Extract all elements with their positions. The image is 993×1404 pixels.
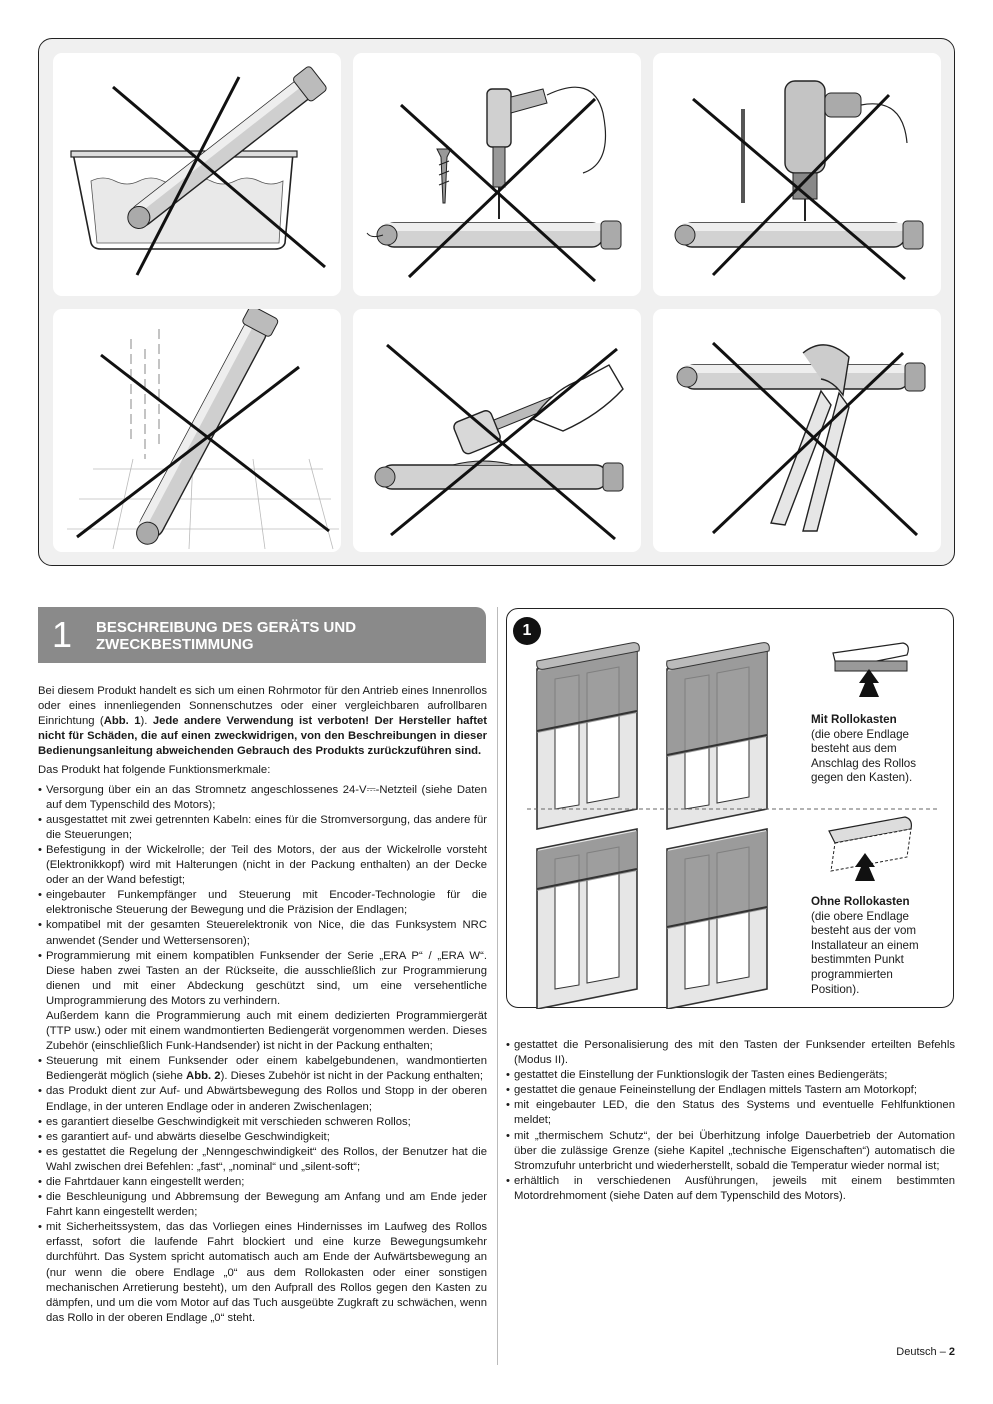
section-title: BESCHREIBUNG DES GERÄTS UND ZWECKBESTIMMUNG — [96, 619, 357, 653]
motor-in-water-illustration — [53, 53, 341, 296]
list-item: • eingebauter Funkempfänger und Steuerung mit Encoder-Technologie für die elektronische Steuerung der Bewegung und die Präzision der Endlagen; — [38, 888, 487, 918]
section-heading — [38, 607, 486, 663]
right-text-column — [506, 1038, 955, 1204]
page-number: 2 — [948, 1346, 955, 1358]
list-item — [38, 949, 487, 1055]
caption-text: (die obere Endlage besteht aus dem Anschlag des Rollos gegen den Kasten). — [811, 727, 917, 785]
intro-figure-ref: Abb. 1 — [103, 715, 141, 728]
warning-illustrations-frame — [38, 38, 955, 566]
list-item: • es garantiert dieselbe Geschwindigkeit mit verschieden schweren Rollos; — [38, 1115, 487, 1130]
list-item-text: Programmierung mit einem kompatiblen Funksender der Serie „ERA P“ / „ERA W“. Diese haben zwei Tasten an der Rückseite, die ausschließlich zur Programmierung dienen und mit einer Abdeckung geschützt sind, um eine versehentliche Umprogrammierung des Motors zu verhindern. — [46, 949, 487, 1007]
caption-title: Mit Rollokasten — [811, 713, 897, 726]
list-item-subtext: Außerdem kann die Programmierung auch mit einem dedizierten Programmiergerät (TTP usw.) oder mit einem wandmontierten Bediengerät vorgenommen werden. Dieses Zubehör (einschließlich Funk-Handsender) ist nicht in der Packung enthalten; — [46, 1009, 487, 1053]
footer-language: Deutsch – — [896, 1346, 946, 1358]
window-without-box-1 — [537, 829, 637, 1009]
list-item: • ausgestattet mit zwei getrennten Kabeln: eines für die Stromversorgung, das andere für die Steuerungen; — [38, 813, 487, 843]
page-footer — [896, 1346, 955, 1358]
feature-list-left — [38, 783, 487, 1326]
features-lead: Das Produkt hat folgende Funktionsmerkmale: — [38, 764, 271, 777]
list-item: • die Beschleunigung und Abbremsung der Bewegung am Anfang und am Ende jeder Fahrt kann eingestellt werden; — [38, 1190, 487, 1220]
list-item-text: Steuerung mit einem Funksender oder einem kabelgebundenen, wandmontierten Bediengerät möglich (siehe — [46, 1055, 487, 1083]
caption-text: (die obere Endlage besteht aus der vom Installateur an einem bestimmten Punkt programmierten Position). — [811, 909, 919, 996]
figure-number-badge: 1 — [513, 617, 541, 645]
caption-with-box — [811, 713, 935, 786]
warning-panel-no-pliers — [653, 309, 941, 552]
list-item: • Befestigung in der Wickelrolle; der Teil des Motors, der aus der Wickelrolle vorsteht (Elektronikkopf) wird mit Halterungen (nicht in der Packung enthalten) an der Decke oder an der Wand befestigt; — [38, 843, 487, 888]
screw-icon — [437, 149, 451, 203]
list-item: • Versorgung über ein an das Stromnetz angeschlossenes 24-V⎓-Netzteil (siehe Daten auf dem Typenschild des Motors); — [38, 783, 487, 813]
list-item: • die Fahrtdauer kann eingestellt werden; — [38, 1175, 487, 1190]
screw-into-motor-illustration — [353, 53, 641, 296]
list-item — [38, 1054, 487, 1084]
window-with-box-2 — [667, 643, 770, 829]
caption-title: Ohne Rollokasten — [811, 895, 910, 908]
warning-panel-no-drill — [653, 53, 941, 296]
no-box-detail-icon — [829, 817, 911, 881]
list-item-text-b: ). Dieses Zubehör ist nicht in der Packung enthalten; — [220, 1070, 484, 1083]
figure-1 — [506, 608, 954, 1008]
feature-list-right — [506, 1038, 955, 1204]
list-item: • erhältlich in verschiedenen Ausführungen, jeweils mit einem bestimmten Motordrehmoment (siehe Daten auf dem Typenschild des Motors). — [506, 1174, 955, 1204]
warning-panel-no-hammer — [353, 309, 641, 552]
list-item: • gestattet die Personalisierung des mit den Tasten der Funksender erteilten Befehls (Modus II). — [506, 1038, 955, 1068]
warning-panel-no-drop — [53, 309, 341, 552]
list-item: • das Produkt dient zur Auf- und Abwärtsbewegung des Rollos und Stopp in der oberen Endlage, in der unteren Endlage oder in anderen Zwischenlagen; — [38, 1084, 487, 1114]
warning-panel-no-screw — [353, 53, 641, 296]
list-item: • gestattet die Einstellung der Funktionslogik der Tasten eines Bediengeräts; — [506, 1068, 955, 1083]
section-number: 1 — [52, 614, 73, 655]
figure-ref: Abb. 2 — [186, 1070, 221, 1083]
list-item: • kompatibel mit der gesamten Steuerelektronik von Nice, die das Funksystem NRC anwendet (Sender und Wettersensoren); — [38, 918, 487, 948]
roller-box-detail-icon — [833, 643, 908, 697]
list-item: • mit Sicherheitssystem, das das Vorliegen eines Hindernisses im Laufweg des Rollos erfasst, sofort die laufende Fahrt blockiert und eine kurze Bewegungsumkehr durchführt. Das System spricht automatisch auch am Ende der Aufwärtsbewegung an (nur wenn die obere Endlage „0“ aus dem Rollokasten oder einer sonstigen mechanischen Arretierung besteht), um den Aufprall des Rollos gegen den Kasten zu dämpfen, und um die vom Motor auf das Tuch ausgeübte Zugkraft zu schwächen, wenn das Rollo in der oberen Endlage „0“ steht. — [38, 1220, 487, 1326]
intro-warning: Jede andere Verwendung ist verboten! Der Hersteller haftet nicht für Schäden, die auf einen zweckwidrigen, von den Beschreibungen in dieser Bedienungsanleitung abweichenden Gebrauch des Produkts zurückzuführen sind. — [38, 715, 487, 758]
column-divider — [497, 607, 498, 1365]
list-item: • gestattet die genaue Feineinstellung der Endlagen mittels Tastern am Motorkopf; — [506, 1083, 955, 1098]
list-item: • mit eingebauter LED, die den Status des Systems und eventuelle Fehlfunktionen meldet; — [506, 1098, 955, 1128]
hammer-on-motor-illustration — [353, 309, 641, 552]
intro-paragraph — [38, 684, 487, 759]
dropping-motor-illustration — [53, 309, 341, 552]
intro-text-b: ). — [140, 715, 153, 728]
caption-without-box — [811, 895, 935, 997]
window-with-box-1 — [537, 643, 640, 829]
list-item: • es gestattet die Regelung der „Nenngeschwindigkeit“ des Rollos, der Benutzer hat die Wahl zwischen drei Befehlen: „fast“, „nominal“ und „silent-soft“; — [38, 1145, 487, 1175]
pliers-on-motor-illustration — [653, 309, 941, 552]
drill-into-motor-illustration — [653, 53, 941, 296]
list-item: • mit „thermischem Schutz“, der bei Überhitzung infolge Dauerbetrieb der Automation über die zulässige Grenze (siehe Kapitel „technische Eigenschaften“) automatisch die Stromzufuhr unterbricht und wiederherstellt, sobald die Temperatur wieder normal ist; — [506, 1129, 955, 1174]
intro-text: Bei diesem Produkt handelt es sich um einen Rohrmotor für den Antrieb eines Innenrollos oder eines innenliegenden Sonnenschutzes oder einer vergleichbaren aufrollbaren Einrichtung ( — [38, 685, 487, 728]
left-text-column — [38, 684, 487, 1326]
list-item: • es garantiert auf- und abwärts dieselbe Geschwindigkeit; — [38, 1130, 487, 1145]
window-without-box-2 — [667, 829, 767, 1009]
warning-panel-no-water — [53, 53, 341, 296]
